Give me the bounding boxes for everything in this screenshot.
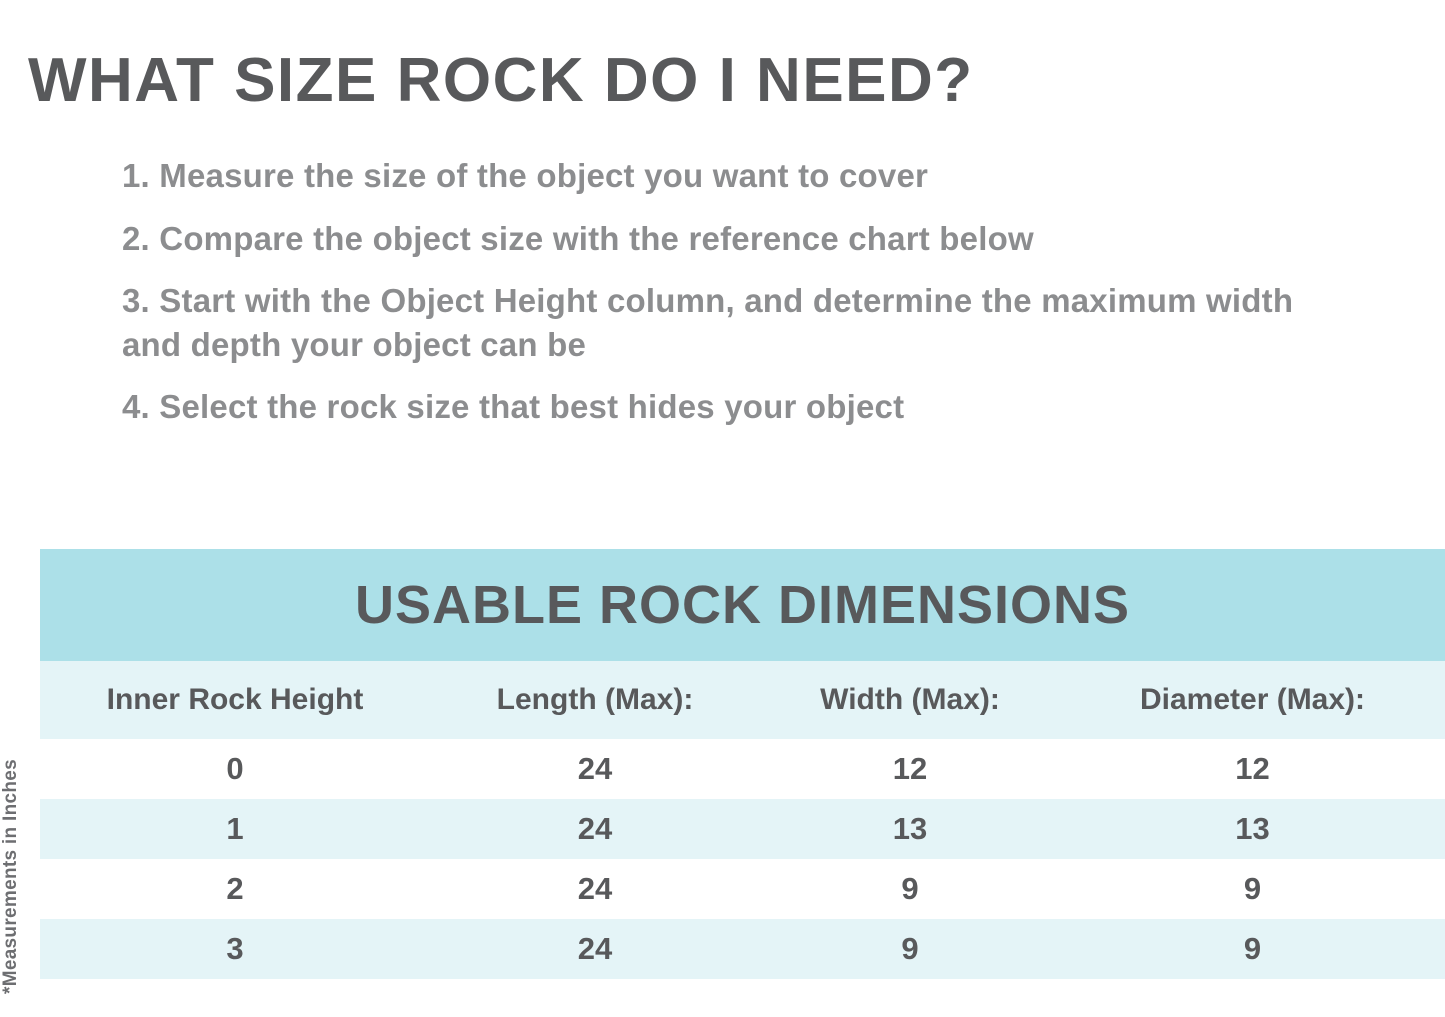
column-header-width-max: Width (Max): [820,682,1000,716]
step-item-4: 4. Select the rock size that best hides your object [122,388,905,426]
table-title-band [40,549,1445,661]
cell-inner-rock-height: 2 [226,870,244,906]
usable-rock-dimensions-table [40,549,1445,979]
cell-width-max: 12 [892,750,928,786]
table-row [40,859,1445,919]
step-item-3: 3. Start with the Object Height column, and determine the maximum width and depth your object can be [122,282,1294,363]
cell-length-max: 24 [577,870,613,906]
cell-inner-rock-height: 0 [226,750,244,786]
table-header-row [40,661,1445,739]
cell-inner-rock-height: 3 [226,930,244,966]
cell-width-max: 9 [901,870,919,906]
cell-inner-rock-height: 1 [226,810,244,846]
cell-diameter-max: 9 [1243,930,1262,966]
table-title: USABLE ROCK DIMENSIONS [354,574,1131,635]
cell-diameter-max: 9 [1243,870,1262,906]
page-title: WHAT SIZE ROCK DO I NEED? [28,45,974,115]
cell-length-max: 24 [577,930,613,966]
steps-list [122,154,1412,429]
cell-width-max: 9 [901,930,919,966]
column-header-diameter-max: Diameter (Max): [1139,682,1366,716]
measurement-units-note: *Measurements in Inches [0,758,21,994]
step-item-2: 2. Compare the object size with the reference chart below [122,219,1034,257]
rock-size-guide-page [0,42,1445,1017]
cell-length-max: 24 [577,810,613,846]
cell-diameter-max: 12 [1235,750,1270,786]
table-row [40,739,1445,799]
step-item-1: 1. Measure the size of the object you want to cover [122,157,929,195]
table-row [40,919,1445,979]
column-header-length-max: Length (Max): [496,682,694,716]
column-header-inner-rock-height: Inner Rock Height [106,682,364,716]
cell-width-max: 13 [892,810,928,846]
cell-diameter-max: 13 [1235,810,1270,846]
table-row [40,799,1445,859]
cell-length-max: 24 [577,750,613,786]
